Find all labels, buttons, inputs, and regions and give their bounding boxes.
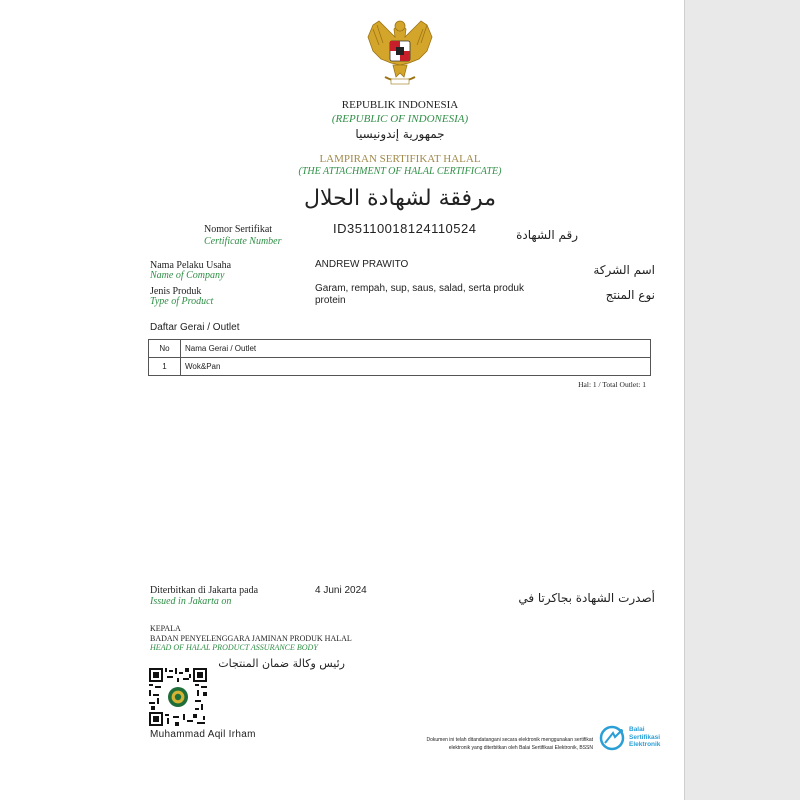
bsre-logo-line3: Elektronik [629, 741, 661, 748]
company-value: ANDREW PRAWITO [315, 259, 409, 270]
country-name: REPUBLIK INDONESIA [341, 99, 459, 111]
document-title: LAMPIRAN SERTIFIKAT HALAL [319, 153, 481, 165]
signatory-agency-ar: رئيس وكالة ضمان المنتجات [218, 657, 345, 670]
outlet-table [148, 339, 651, 376]
certificate-number-label-ar: رقم الشهادة [516, 228, 578, 242]
outlet-name: Wok&Pan [181, 358, 651, 376]
outlet-table-header [149, 340, 651, 358]
bsre-logo-icon [599, 725, 627, 751]
electronic-signature-note-line2: elektronik yang diterbitkan oleh Balai Sertifikasi Elektronik, BSSN [448, 745, 593, 751]
country-name-ar: جمهورية إندونيسيا [355, 127, 445, 141]
issued-date: 4 Juni 2024 [315, 585, 367, 596]
electronic-signature-note-line1: Dokumen ini telah ditandatangani secara elektronik menggunakan sertifikat [426, 737, 593, 743]
column-header-no: No [149, 340, 181, 358]
column-header-outlet-name: Nama Gerai / Outlet [181, 340, 651, 358]
certificate-number-label: Nomor Sertifikat [204, 224, 273, 235]
qr-code-icon [149, 668, 207, 726]
bsre-logo-line1: Balai [629, 726, 645, 733]
signatory-name: Muhammad Aqil Irham [150, 729, 256, 740]
company-label-en: Name of Company [150, 270, 225, 281]
company-label: Nama Pelaku Usaha [150, 260, 232, 271]
issued-label: Diterbitkan di Jakarta pada [150, 585, 259, 596]
country-name-en: (REPUBLIC OF INDONESIA) [331, 113, 469, 125]
garuda-emblem-icon [365, 15, 435, 91]
bsre-logo-text [629, 726, 660, 749]
issued-label-en: Issued in Jakarta on [150, 596, 232, 607]
certificate-number-label-en: Certificate Number [204, 236, 282, 247]
certificate-number-value: ID35110018124110524 [333, 221, 477, 236]
document-title-ar: مرفقة لشهادة الحلال [304, 186, 496, 211]
signatory-title: KEPALA [150, 624, 181, 633]
product-label: Jenis Produk [150, 286, 202, 297]
issued-label-ar: أصدرت الشهادة بجاكرتا في [518, 591, 655, 605]
product-label-ar: نوع المنتج [605, 288, 655, 302]
product-value: Garam, rempah, sup, saus, salad, serta produk protein [315, 283, 524, 306]
signatory-agency-en: HEAD OF HALAL PRODUCT ASSURANCE BODY [150, 643, 318, 652]
table-row [149, 358, 651, 376]
document-title-en: (THE ATTACHMENT OF HALAL CERTIFICATE) [298, 166, 502, 177]
outlet-summary: Hal: 1 / Total Outlet: 1 [578, 380, 646, 389]
outlet-list-label: Daftar Gerai / Outlet [150, 322, 240, 333]
outlet-number: 1 [149, 358, 181, 376]
bsre-logo-line2: Sertifikasi [629, 733, 661, 741]
electronic-signature-note [380, 736, 593, 752]
product-label-en: Type of Product [150, 296, 214, 307]
company-label-ar: اسم الشركة [593, 263, 655, 277]
signatory-agency: BADAN PENYELENGGARA JAMINAN PRODUK HALAL [150, 634, 352, 643]
